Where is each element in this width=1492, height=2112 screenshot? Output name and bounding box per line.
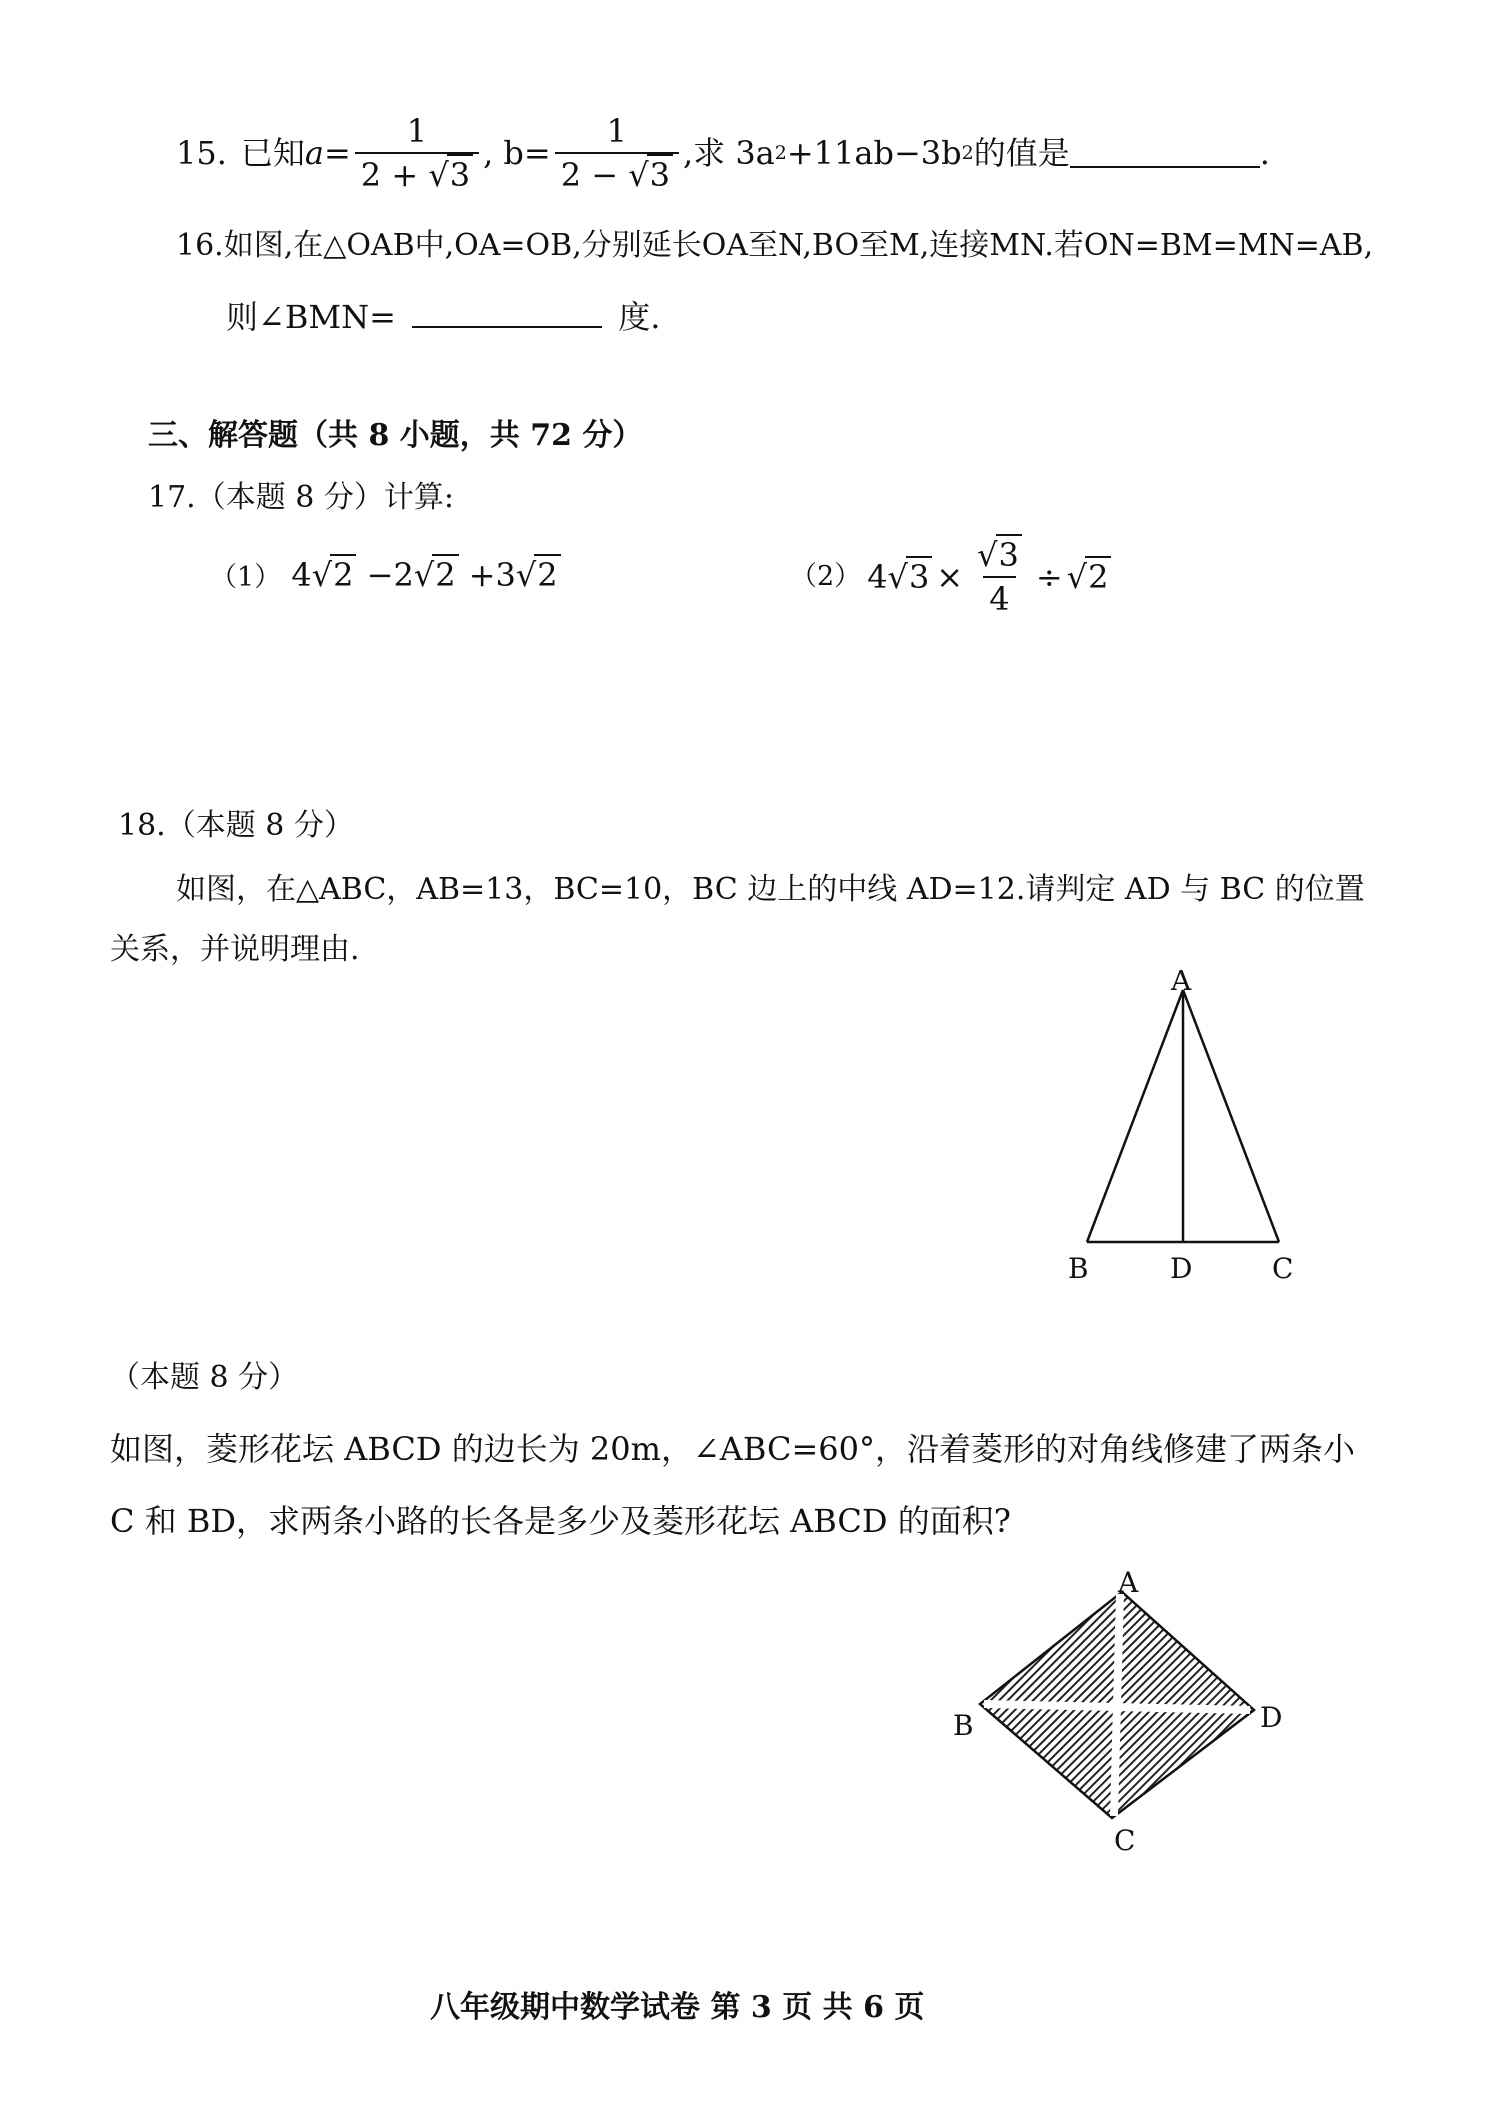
q17-p2-denominator: 4 [983,576,1015,618]
q17-p1-r1: 2 [330,554,356,594]
q15-a-prefix: a= [304,134,351,173]
q16-line2 [226,298,660,336]
triangle-edge-ac [1183,990,1279,1242]
triangle-edge-ab [1087,990,1183,1242]
q17-p1-c2: −2 [366,556,414,594]
q15-number: 15. [176,134,227,173]
sqrt-symbol: √3 [888,558,933,596]
q17-p2-fraction [971,536,1028,619]
label-c: C [1114,1824,1136,1857]
q15-ask-pre: ,求 3a [682,134,775,173]
question-15 [176,112,1270,195]
q17-p1-r2: 2 [432,554,458,594]
q17-p1-c1: 4 [291,556,312,594]
q17-p2-r1: 3 [906,556,932,596]
label-b: B [1068,1252,1089,1285]
q15-ask-post: 的值是 [973,134,1070,173]
label-a: A [1171,970,1192,997]
label-b: B [953,1709,974,1742]
q15-a-numerator: 1 [406,112,428,150]
q15-exp2: 2 [961,141,974,164]
q18-header: 18.（本题 8 分） [118,808,354,843]
q17-p2-times: × [936,558,964,597]
q15-a-fraction [355,112,479,195]
q16-line2-pre: 则∠BMN= [226,298,396,336]
sqrt-symbol: √2 [1067,558,1112,596]
q17-part2 [790,536,1111,619]
q17-p2-c1: 4 [867,558,888,597]
q15-answer-blank [1070,138,1260,168]
q15-b-den-radicand: 3 [647,154,673,194]
q19-line1: 如图，菱形花坛 ABCD 的边长为 20m，∠ABC=60°，沿着菱形的对角线修建了两条小 [110,1430,1355,1468]
sqrt-symbol: √3 [428,156,473,194]
q15-b-fraction [555,112,679,195]
q15-ask-mid: +11ab−3b [786,134,962,173]
q15-b-denominator [555,152,679,194]
section-3-title: 三、解答题（共 8 小题，共 72 分） [148,418,643,453]
sqrt-symbol: √2 [516,556,561,594]
page-footer: 八年级期中数学试卷 第 3 页 共 6 页 [430,1990,925,2025]
sqrt-symbol: √2 [414,556,459,594]
q17-p2-num-rad: 3 [996,534,1022,574]
q15-a-den-pre: 2 + [360,156,429,195]
sqrt-symbol: √3 [977,536,1022,574]
q15-b-prefix: , b= [483,134,551,173]
triangle-figure [1050,970,1350,1290]
rhombus-figure [950,1570,1310,1860]
sqrt-symbol: √2 [312,556,357,594]
q15-exp1: 2 [774,141,787,164]
q15-a-den-radicand: 3 [447,154,473,194]
q15-given: 已知 [240,134,305,173]
q17-p2-div: ÷ [1035,558,1063,597]
label-d: D [1170,1252,1193,1285]
q17-p2-r2: 2 [1085,556,1111,596]
label-a: A [1118,1570,1139,1599]
q17-p2-numerator [971,536,1028,576]
q17-p1-c3: +3 [468,556,516,594]
q17-part1 [210,556,561,594]
q17-header: 17.（本题 8 分）计算: [148,480,454,515]
q16-line1: 16.如图,在△OAB中,OA=OB,分别延长OA至N,BO至M,连接MN.若ON=BM=MN=AB, [176,228,1374,263]
sqrt-symbol: √3 [628,156,673,194]
q16-answer-blank [412,300,602,328]
q15-a-denominator [355,152,479,194]
q17-p1-r3: 2 [534,554,560,594]
q15-b-numerator: 1 [606,112,628,150]
q15-end: . [1259,134,1270,173]
label-c: C [1272,1252,1294,1285]
q16-line2-post: 度. [618,298,661,336]
q18-line1: 如图，在△ABC，AB=13，BC=10，BC 边上的中线 AD=12.请判定 AD 与 BC 的位置 [176,872,1365,907]
q18-line2: 关系，并说明理由. [110,932,360,967]
q19-header: （本题 8 分） [110,1360,299,1395]
q17-p2-label: （2） [790,561,862,593]
label-d: D [1260,1701,1283,1734]
q19-line2: C 和 BD，求两条小路的长各是多少及菱形花坛 ABCD 的面积? [110,1502,1011,1540]
q17-p1-label: （1） [210,562,282,593]
q15-b-den-pre: 2 − [560,156,629,195]
